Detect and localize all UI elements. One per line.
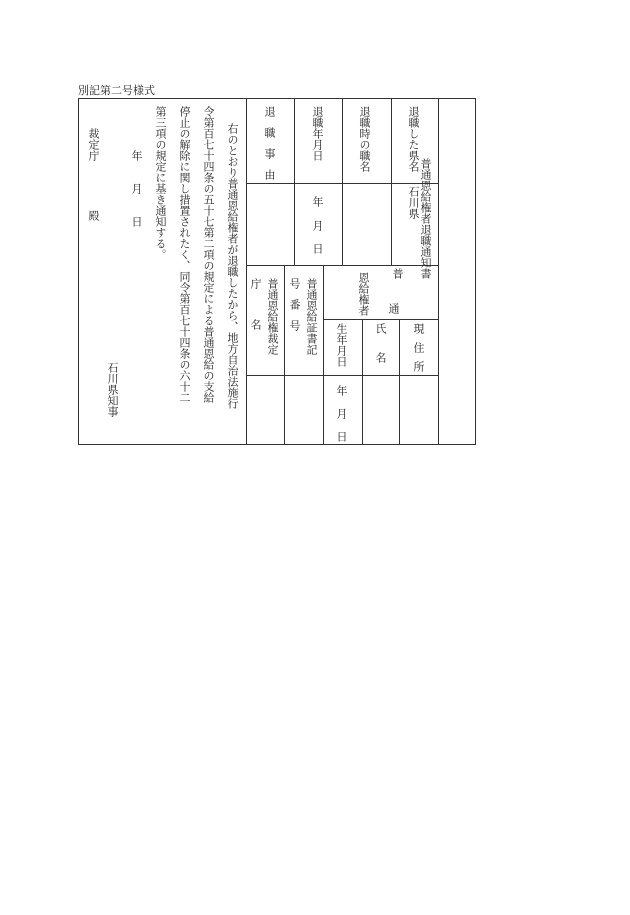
date-day: 日 bbox=[311, 243, 324, 254]
top-table-bottom bbox=[246, 265, 438, 266]
date-header: 退職年月日 bbox=[311, 106, 324, 161]
sender: 石川県知事 bbox=[106, 362, 119, 417]
birth-year: 年 bbox=[335, 385, 348, 396]
title-divider bbox=[438, 99, 439, 444]
body-line-1: 右のとおり普通恩給権者が退職したから、地方自治法施行 bbox=[226, 123, 239, 409]
cert-left-sep bbox=[284, 265, 285, 444]
date-month: 月 bbox=[311, 220, 324, 231]
bottom-header-line bbox=[246, 375, 438, 376]
holder-head-2: 恩給権者 bbox=[357, 272, 370, 316]
notice-year: 年 bbox=[130, 150, 143, 161]
holder-sub-sep-2 bbox=[362, 319, 363, 444]
honorific: 殿 bbox=[87, 210, 100, 221]
document-title: 普通恩給権者退職通知書 bbox=[419, 158, 432, 279]
cert-header-2: 号番号 bbox=[288, 278, 301, 341]
col-sep-3 bbox=[294, 99, 295, 265]
name-header: 氏名 bbox=[374, 323, 387, 381]
birth-day: 日 bbox=[335, 431, 348, 442]
agency-header-1: 普通恩給権裁定 bbox=[266, 278, 279, 355]
prefecture-value: 石川県 bbox=[407, 186, 420, 219]
table-body-divider bbox=[246, 99, 247, 444]
cert-header-1: 普通恩給証書記 bbox=[305, 278, 318, 355]
holder-sub-line bbox=[323, 319, 438, 320]
prefecture-header: 退職した県名 bbox=[407, 106, 420, 172]
birth-header: 生年月日 bbox=[335, 323, 348, 367]
holder-left-sep bbox=[323, 265, 324, 444]
notice-day: 日 bbox=[130, 216, 143, 227]
holder-sub-sep-1 bbox=[399, 319, 400, 444]
post-header: 退職時の職名 bbox=[358, 106, 371, 172]
addressee: 裁定庁 bbox=[87, 128, 100, 161]
body-line-4: 第三項の規定に基き通知する。 bbox=[154, 106, 167, 260]
notice-month: 月 bbox=[130, 183, 143, 194]
body-line-2: 令第百七十四条の五十七第二項の規定による普通恩給の支給 bbox=[202, 106, 215, 403]
holder-head-3: 通 bbox=[387, 303, 400, 314]
date-year: 年 bbox=[311, 196, 324, 207]
form-label: 別記第二号様式 bbox=[78, 84, 155, 97]
birth-month: 月 bbox=[335, 408, 348, 419]
body-line-3: 停止の解除に関し措置されたく、同令第百七十四条の六十二 bbox=[178, 106, 191, 403]
reason-header: 退職事由 bbox=[263, 106, 276, 190]
col-sep-1 bbox=[391, 99, 392, 265]
holder-head-1: 普 bbox=[391, 268, 404, 279]
col-sep-2 bbox=[342, 99, 343, 265]
agency-header-2: 庁名 bbox=[249, 278, 262, 360]
address-header: 現住所 bbox=[412, 323, 425, 380]
